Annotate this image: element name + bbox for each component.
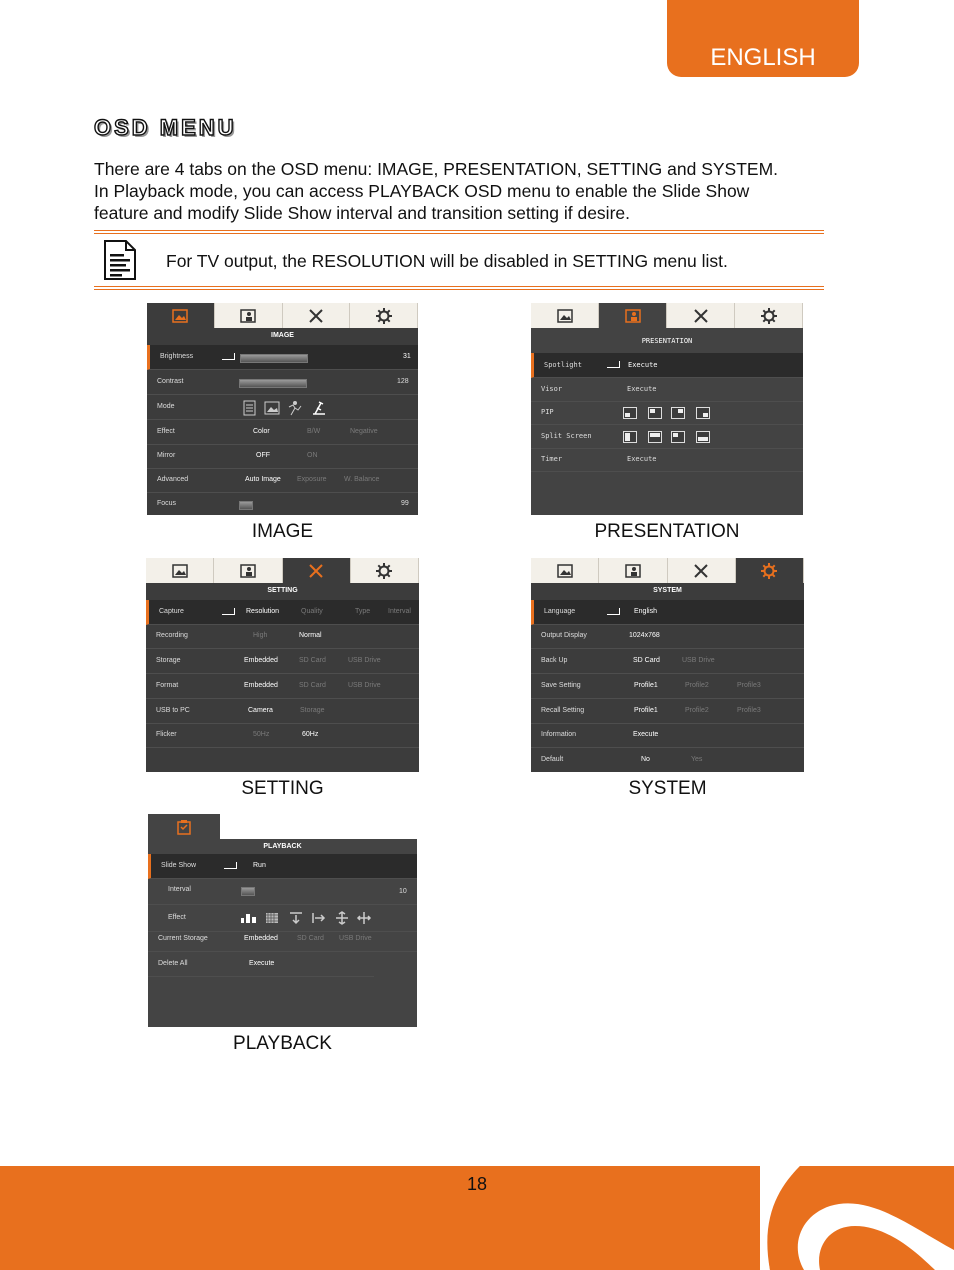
contrast-value: 128: [397, 378, 409, 385]
row-label: PIP: [541, 408, 554, 416]
option[interactable]: Quality: [301, 608, 323, 615]
option[interactable]: Embedded: [244, 935, 278, 942]
row-label: Advanced: [157, 476, 189, 483]
option[interactable]: Execute: [627, 455, 657, 463]
row-label: Effect: [168, 914, 186, 921]
osd-image-screen: [147, 303, 418, 515]
tab-image[interactable]: [147, 303, 215, 328]
row-label: Format: [156, 682, 179, 689]
osd-playback-screen: [148, 814, 417, 1027]
note-divider-top: [94, 230, 824, 234]
note-box: [94, 230, 824, 290]
enter-icon: [607, 361, 620, 368]
tab-setting[interactable]: [283, 558, 351, 583]
language-tab: [667, 0, 859, 77]
focus-slider[interactable]: [239, 501, 253, 510]
osd-presentation-screen: [531, 303, 803, 515]
interval-slider[interactable]: [241, 887, 255, 896]
osd-row-usb-to-pc[interactable]: [146, 699, 419, 724]
osd-row-brightness[interactable]: [147, 345, 418, 370]
osd-row-timer[interactable]: [531, 447, 803, 472]
osd-title: SYSTEM: [653, 587, 682, 594]
osd-row-focus[interactable]: [147, 492, 418, 515]
osd-row-recording[interactable]: [146, 624, 419, 649]
gear-icon: [376, 308, 392, 324]
option[interactable]: Execute: [249, 960, 275, 967]
option[interactable]: Profile1: [634, 682, 658, 689]
screen-caption: IMAGE: [251, 521, 314, 542]
osd-title: PRESENTATION: [641, 337, 693, 345]
interval-value: 10: [399, 888, 407, 895]
row-label: Delete All: [158, 960, 188, 967]
osd-setting-screen: [146, 558, 419, 772]
row-label: Capture: [159, 608, 184, 615]
osd-row-output-display[interactable]: [531, 624, 804, 649]
option[interactable]: B/W: [307, 428, 321, 435]
option[interactable]: Execute: [627, 385, 657, 393]
option[interactable]: Profile1: [634, 707, 658, 714]
osd-row-capture[interactable]: [146, 600, 419, 625]
tab-image[interactable]: [531, 558, 599, 583]
osd-row-storage[interactable]: [146, 649, 419, 674]
option[interactable]: Normal: [299, 632, 322, 639]
option[interactable]: No: [641, 756, 650, 763]
osd-row-information[interactable]: [531, 723, 804, 748]
focus-value: 99: [401, 500, 409, 507]
row-label: Back Up: [541, 657, 568, 664]
tools-icon: [308, 308, 324, 324]
row-label: Visor: [541, 385, 563, 393]
row-label: Default: [541, 756, 564, 763]
mode-icons[interactable]: [243, 400, 333, 416]
brightness-slider[interactable]: [240, 354, 308, 363]
osd-tab-bar: [147, 303, 418, 328]
split-left-icon[interactable]: [671, 431, 685, 443]
osd-row-slide-show[interactable]: [148, 854, 417, 879]
pip-top-left-icon[interactable]: [648, 407, 662, 419]
osd-tab-bar: [531, 303, 803, 328]
tab-playback[interactable]: [148, 814, 220, 839]
row-label: Recording: [156, 632, 188, 639]
picture-icon: [557, 309, 573, 323]
note-text: For TV output, the RESOLUTION will be disabled in SETTING menu list.: [166, 251, 728, 271]
tab-presentation[interactable]: [214, 558, 282, 583]
osd-row-delete-all[interactable]: [148, 952, 374, 977]
picture-icon: [172, 309, 188, 323]
osd-row-effect[interactable]: [147, 420, 418, 445]
tab-bar-filler: [220, 814, 417, 839]
option[interactable]: Negative: [350, 428, 378, 435]
row-label: Slide Show: [161, 862, 197, 869]
option[interactable]: 1024x768: [629, 632, 660, 639]
clipboard-icon: [176, 819, 192, 835]
tab-image[interactable]: [531, 303, 599, 328]
option[interactable]: English: [634, 608, 657, 615]
option[interactable]: Auto Image: [245, 476, 281, 483]
option[interactable]: SD Card: [633, 657, 660, 664]
row-label: Split Screen: [541, 432, 592, 440]
osd-row-spotlight[interactable]: [531, 353, 803, 378]
osd-tab-bar: [146, 558, 419, 583]
option[interactable]: SD Card: [299, 657, 326, 664]
option[interactable]: Execute: [633, 731, 659, 738]
tab-image[interactable]: [146, 558, 214, 583]
option[interactable]: Embedded: [244, 657, 278, 664]
picture-icon: [172, 564, 188, 578]
row-label: Output Display: [541, 632, 587, 639]
enter-icon: [222, 353, 235, 360]
screen-caption: PRESENTATION: [594, 521, 740, 542]
option[interactable]: USB Drive: [348, 657, 381, 664]
osd-title: SETTING: [267, 587, 298, 594]
tab-system[interactable]: [351, 558, 419, 583]
row-label: Current Storage: [158, 935, 208, 942]
tools-icon: [693, 563, 709, 579]
row-label: Storage: [156, 657, 181, 664]
intro-line: In Playback mode, you can access PLAYBACK OSD menu to enable the Slide Show: [94, 181, 750, 201]
osd-row-interval[interactable]: [148, 878, 417, 905]
contrast-slider[interactable]: [239, 379, 307, 388]
intro-line: There are 4 tabs on the OSD menu: IMAGE, PRESENTATION, SETTING and SYSTEM.: [94, 159, 779, 179]
row-label: Mode: [157, 403, 175, 410]
osd-row-split-screen[interactable]: [531, 424, 803, 449]
option[interactable]: SD Card: [299, 682, 326, 689]
option[interactable]: Exposure: [297, 476, 327, 483]
row-label: Timer: [541, 455, 563, 463]
tools-icon: [693, 308, 709, 324]
intro-line: feature and modify Slide Show interval and transition setting if desire.: [94, 203, 630, 223]
option[interactable]: Storage: [300, 707, 325, 714]
presenter-icon: [240, 309, 256, 323]
osd-row-current-storage[interactable]: [148, 927, 417, 952]
osd-title: PLAYBACK: [263, 843, 302, 850]
tab-setting[interactable]: [667, 303, 735, 328]
row-label: Information: [541, 731, 577, 738]
option[interactable]: Camera: [248, 707, 273, 714]
note-divider-bottom: [94, 286, 824, 290]
screen-caption: PLAYBACK: [233, 1033, 332, 1054]
tools-icon: [308, 563, 324, 579]
enter-icon: [607, 608, 620, 615]
gear-icon: [761, 563, 777, 579]
row-label: Brightness: [160, 353, 194, 360]
option[interactable]: Color: [253, 428, 270, 435]
tab-system[interactable]: [350, 303, 418, 328]
osd-row-advanced[interactable]: [147, 468, 418, 493]
option[interactable]: Profile3: [737, 707, 761, 714]
osd-row-save-setting[interactable]: [531, 674, 804, 699]
split-bottom-icon[interactable]: [696, 431, 710, 443]
language-label: ENGLISH: [710, 44, 816, 71]
option[interactable]: ON: [307, 452, 318, 459]
tab-presentation[interactable]: [215, 303, 283, 328]
osd-row-default[interactable]: [531, 748, 804, 772]
brightness-value: 31: [403, 353, 411, 360]
option[interactable]: USB Drive: [339, 935, 372, 942]
osd-row-format[interactable]: [146, 674, 419, 699]
osd-row-contrast[interactable]: [147, 370, 418, 395]
split-top-icon[interactable]: [648, 431, 662, 443]
row-label: Contrast: [157, 378, 184, 385]
presenter-icon: [240, 564, 256, 578]
picture-icon: [557, 564, 573, 578]
screen-caption: SETTING: [241, 778, 324, 799]
transition-effect-icons[interactable]: [240, 911, 380, 925]
section-title: OSD MENU: [94, 115, 237, 140]
option[interactable]: Resolution: [246, 608, 280, 615]
option[interactable]: High: [253, 632, 268, 639]
osd-row-mirror[interactable]: [147, 444, 418, 469]
row-label: Interval: [168, 886, 191, 893]
option[interactable]: Run: [253, 862, 266, 869]
osd-title: IMAGE: [271, 332, 294, 339]
option[interactable]: W. Balance: [344, 476, 380, 483]
row-label: Spotlight: [544, 361, 582, 369]
pip-top-right-icon[interactable]: [671, 407, 685, 419]
osd-row-back-up[interactable]: [531, 649, 804, 674]
option[interactable]: 50Hz: [253, 731, 270, 738]
osd-tab-bar: [148, 814, 417, 839]
option[interactable]: Embedded: [244, 682, 278, 689]
row-label: USB to PC: [156, 707, 190, 714]
brand-swirl-logo: [760, 1166, 954, 1270]
option[interactable]: Yes: [691, 756, 703, 763]
option[interactable]: USB Drive: [348, 682, 381, 689]
option[interactable]: Type: [355, 608, 371, 615]
page-number: 18: [466, 1174, 488, 1194]
option[interactable]: OFF: [256, 452, 270, 459]
enter-icon: [222, 608, 235, 615]
pip-bottom-left-icon[interactable]: [623, 407, 637, 419]
osd-row-visor[interactable]: [531, 377, 803, 402]
tab-presentation[interactable]: [599, 558, 667, 583]
osd-row-language[interactable]: [531, 600, 804, 625]
split-vertical-icon[interactable]: [623, 431, 637, 443]
gear-icon: [376, 563, 392, 579]
option[interactable]: Execute: [628, 361, 658, 369]
screen-caption: SYSTEM: [628, 778, 707, 799]
option[interactable]: 60Hz: [302, 731, 319, 738]
tab-presentation[interactable]: [599, 303, 667, 328]
enter-icon: [224, 862, 237, 869]
tab-setting[interactable]: [283, 303, 351, 328]
intro-paragraph: [94, 158, 874, 224]
option[interactable]: Profile2: [685, 707, 709, 714]
osd-tab-bar: [531, 558, 804, 583]
option[interactable]: Profile2: [685, 682, 709, 689]
osd-row-recall-setting[interactable]: [531, 699, 804, 724]
gear-icon: [761, 308, 777, 324]
note-icon: [104, 240, 136, 280]
row-label: Mirror: [157, 452, 176, 459]
option[interactable]: USB Drive: [682, 657, 715, 664]
presenter-icon: [625, 309, 641, 323]
tab-system[interactable]: [735, 303, 803, 328]
tab-setting[interactable]: [668, 558, 736, 583]
presenter-icon: [625, 564, 641, 578]
row-label: Recall Setting: [541, 707, 585, 714]
row-label: Effect: [157, 428, 175, 435]
row-label: Language: [544, 608, 576, 615]
osd-system-screen: [531, 558, 804, 772]
row-label: Focus: [157, 500, 177, 507]
osd-row-flicker[interactable]: [146, 723, 419, 748]
osd-row-mode[interactable]: [147, 395, 418, 420]
pip-bottom-right-icon[interactable]: [696, 407, 710, 419]
osd-row-pip[interactable]: [531, 400, 803, 425]
row-label: Flicker: [156, 731, 177, 738]
option[interactable]: Interval: [388, 608, 411, 615]
tab-system[interactable]: [736, 558, 804, 583]
row-label: Save Setting: [541, 682, 581, 689]
option[interactable]: Profile3: [737, 682, 761, 689]
option[interactable]: SD Card: [297, 935, 324, 942]
